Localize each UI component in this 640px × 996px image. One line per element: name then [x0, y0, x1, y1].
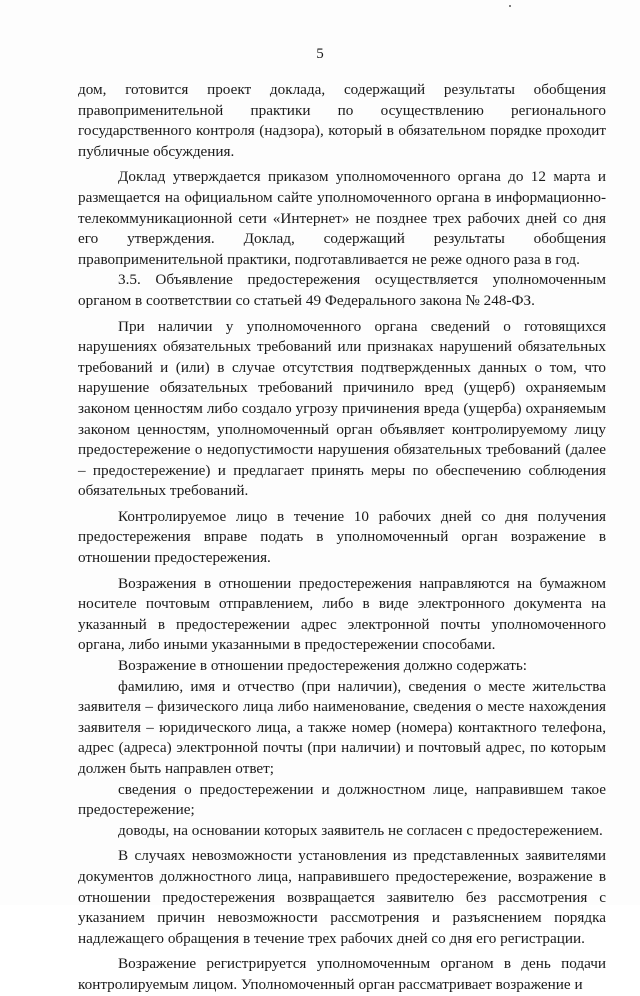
list-item-applicant-details: фамилию, имя и отчество (при наличии), сведения о месте жительства заявителя – физического лица либо наименование, сведения о месте нахождения заявителя – юридического лица, а также номер (номера) контактного телефона, адрес (адреса) электронной почты (при наличии) и почтовый адрес, по которым должен быть направлен ответ;	[78, 677, 606, 777]
scan-speck	[509, 5, 511, 7]
paragraph-objection-contents: Возражение в отношении предостережения должно содержать:	[118, 657, 528, 675]
paragraph-3-5: 3.5. Объявление предостережения осуществляется уполномоченным органом в соответствии со статьей 49 Федерального закона № 248-ФЗ.	[78, 271, 606, 309]
paragraph-report-approval: Доклад утверждается приказом уполномоченного органа до 12 марта и размещается на официальном сайте уполномоченного органа в информационно-телекоммуникационной сети «Интернет» не позднее трех рабочих дней со дня его утверждения. Доклад, содержащий результаты обобщения правоприменительной практики, подготавливается не реже одного раза в год.	[78, 168, 606, 268]
list-item-warning-details: сведения о предостережении и должностном лице, направившем такое предостережение;	[78, 780, 606, 819]
document-body	[78, 80, 606, 996]
paragraph-continuation: дом, готовится проект доклада, содержащий результаты обобщения правоприменительной практики по осуществлению регионального государственного контроля (надзора), который в обязательном порядке проходит публичные обсуждения.	[78, 81, 606, 160]
paragraph-objection-submission: Возражения в отношении предостережения направляются на бумажном носителе почтовым отправлением, либо в виде электронного документа на указанный в предостережении адрес электронной почты уполномоченного органа, либо иными указанными в предостережении способами.	[78, 574, 606, 654]
paragraph-objection-return: В случаях невозможности установления из представленных заявителями документов должностного лица, направившего предостережение, возражение в отношении предостережения возвращается заявителю без рассмотрения с указанием причин невозможности рассмотрения и разъяснением порядка надлежащего обращения в течение трех рабочих дней со дня его регистрации.	[78, 847, 606, 947]
paragraph-objection-registration: Возражение регистрируется уполномоченным органом в день подачи контролируемым лицом. Уполномоченный орган рассматривает возражение и	[78, 955, 606, 993]
page-number: 5	[316, 46, 324, 62]
paragraph-warning-issuance: При наличии у уполномоченного органа сведений о готовящихся нарушениях обязательных требований или признаках нарушений обязательных требований и (или) в случае отсутствия подтвержденных данных о том, что нарушение обязательных требований причинило вред (ущерб) охраняемым законом ценностям либо создало угрозу причинения вреда (ущерба) охраняемым законом ценностям, уполномоченный орган объявляет контролируемому лицу предостережение о недопустимости нарушения обязательных требований (далее – предостережение) и предлагает принять меры по обеспечению соблюдения обязательных требований.	[78, 317, 606, 500]
paragraph-objection-right: Контролируемое лицо в течение 10 рабочих дней со дня получения предостережения вправе подать в уполномоченный орган возражение в отношении предостережения.	[78, 507, 606, 567]
list-item-arguments: доводы, на основании которых заявитель не согласен с предостережением.	[118, 821, 603, 839]
